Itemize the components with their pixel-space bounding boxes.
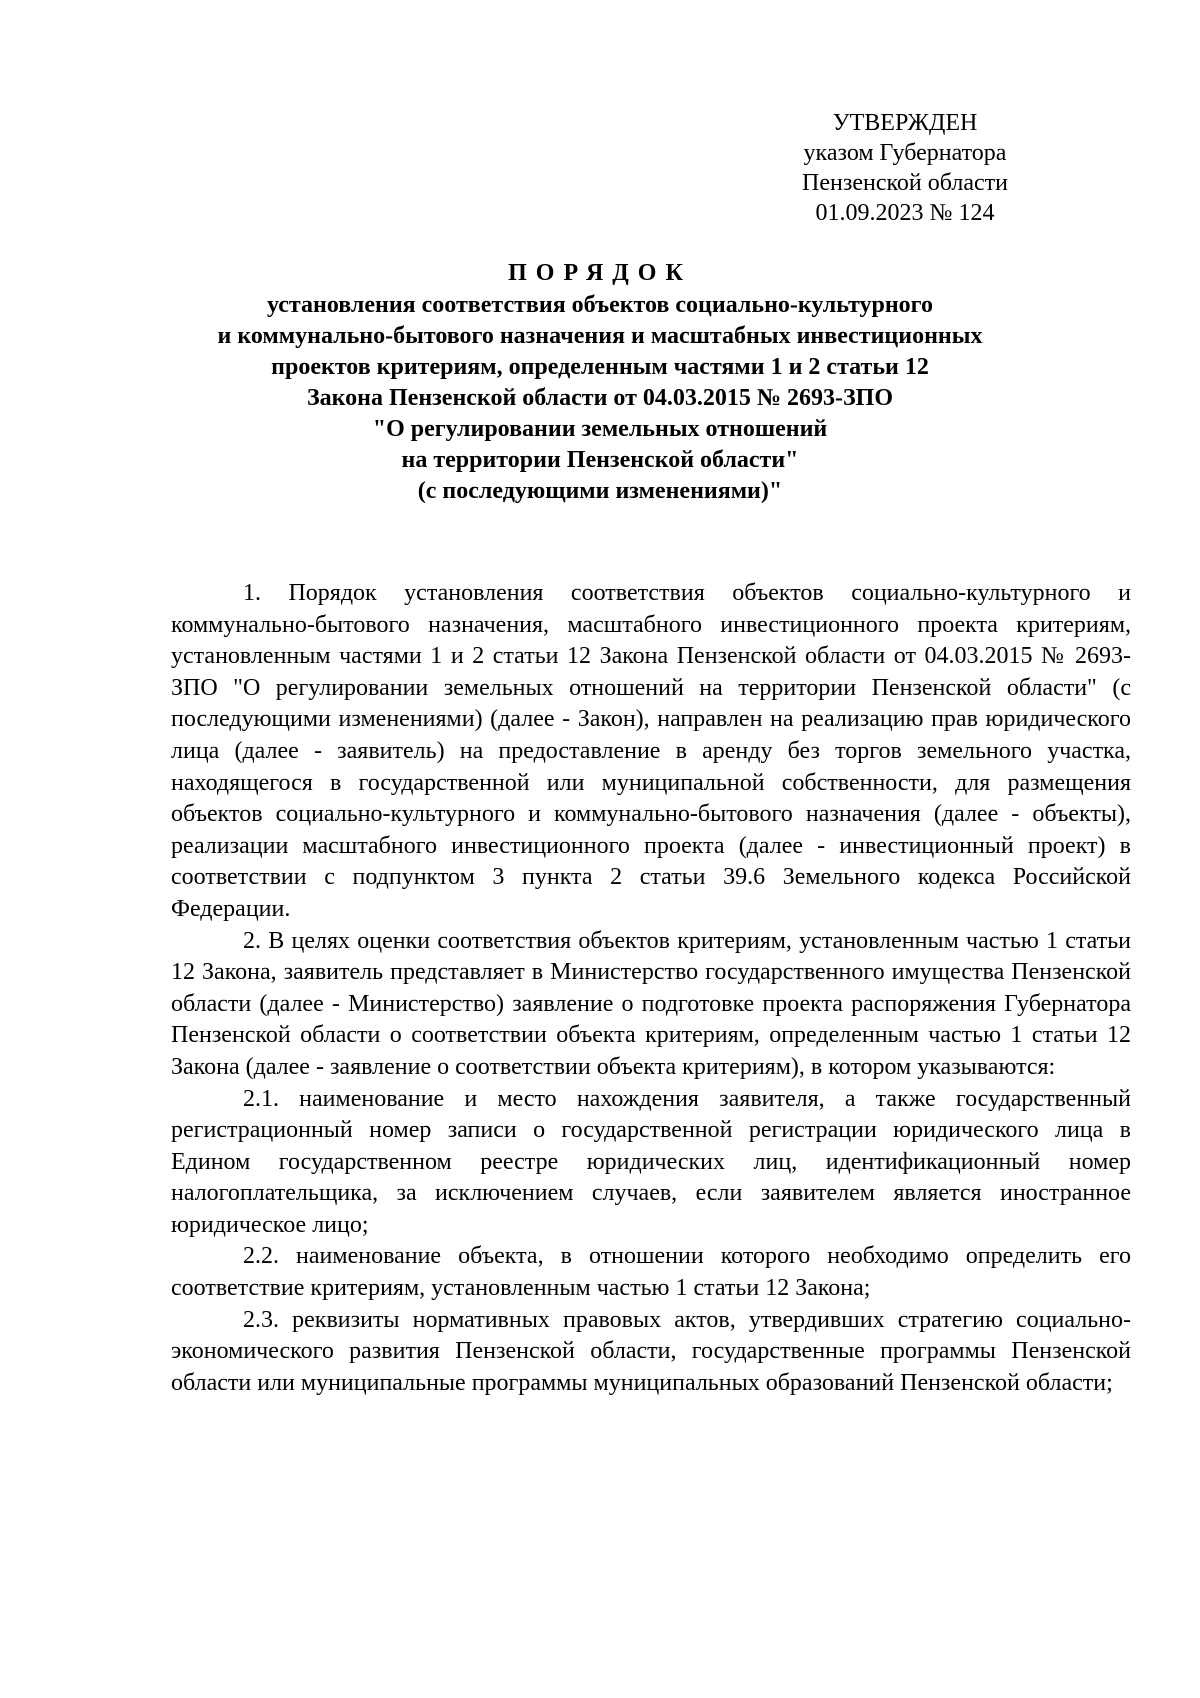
document-title-block bbox=[150, 258, 1050, 507]
document-subtitle-line: на территории Пензенской области" bbox=[401, 447, 799, 473]
approval-status: УТВЕРЖДЕН bbox=[832, 110, 978, 136]
paragraph-2-1: 2.1. наименование и место нахождения заявителя, а также государственный регистрационный номер записи о государственной регистрации юридического лица в Едином государственном реестре юридических лиц, идентификационный номер налогоплательщика, за исключением случаев, если заявителем является иностранное юридическое лицо; bbox=[171, 1085, 1131, 1238]
document-subtitle-line: и коммунально-бытового назначения и масштабных инвестиционных bbox=[217, 323, 983, 349]
document-subtitle-line: "О регулировании земельных отношений bbox=[372, 416, 828, 442]
paragraph-2: 2. В целях оценки соответствия объектов критериям, установленным частью 1 статьи 12 Закона, заявитель представляет в Министерство государственного имущества Пензенской области (далее - Министерство) заявление о подготовке проекта распоряжения Губернатора Пензенской области о соответствии объекта критериям, определенным частью 1 статьи 12 Закона (далее - заявление о соответствии объекта критериям), в котором указываются: bbox=[171, 927, 1131, 1080]
document-body bbox=[171, 578, 1131, 1399]
approval-stamp bbox=[740, 108, 1070, 228]
approval-date-number: 01.09.2023 № 124 bbox=[815, 200, 995, 226]
paragraph-2-2: 2.2. наименование объекта, в отношении которого необходимо определить его соответствие критериям, установленным частью 1 статьи 12 Закона; bbox=[171, 1243, 1131, 1302]
document-subtitle-line: Закона Пензенской области от 04.03.2015 № 2693-ЗПО bbox=[307, 385, 893, 411]
document-subtitle-line: проектов критериям, определенным частями 1 и 2 статьи 12 bbox=[271, 354, 929, 380]
approval-authority: указом Губернатора bbox=[803, 140, 1007, 166]
document-title: ПОРЯДОК bbox=[508, 260, 692, 286]
document-subtitle-line: (с последующими изменениями)" bbox=[417, 478, 783, 504]
approval-region: Пензенской области bbox=[802, 170, 1008, 196]
document-subtitle-line: установления соответствия объектов социально-культурного bbox=[267, 292, 933, 318]
paragraph-1: 1. Порядок установления соответствия объектов социально-культурного и коммунально-бытового назначения, масштабного инвестиционного проекта критериям, установленным частями 1 и 2 статьи 12 Закона Пензенской области от 04.03.2015 № 2693-ЗПО "О регулировании земельных отношений на территории Пензенской области" (с последующими изменениями) (далее - Закон), направлен на реализацию прав юридического лица (далее - заявитель) на предоставление в аренду без торгов земельного участка, находящегося в государственной или муниципальной собственности, для размещения объектов социально-культурного и коммунально-бытового назначения (далее - объекты), реализации масштабного инвестиционного проекта (далее - инвестиционный проект) в соответствии с подпунктом 3 пункта 2 статьи 39.6 Земельного кодекса Российской Федерации. bbox=[171, 580, 1131, 922]
paragraph-2-3: 2.3. реквизиты нормативных правовых актов, утвердивших стратегию социально-экономического развития Пензенской области, государственные программы Пензенской области или муниципальные программы муниципальных образований Пензенской области; bbox=[171, 1306, 1131, 1396]
